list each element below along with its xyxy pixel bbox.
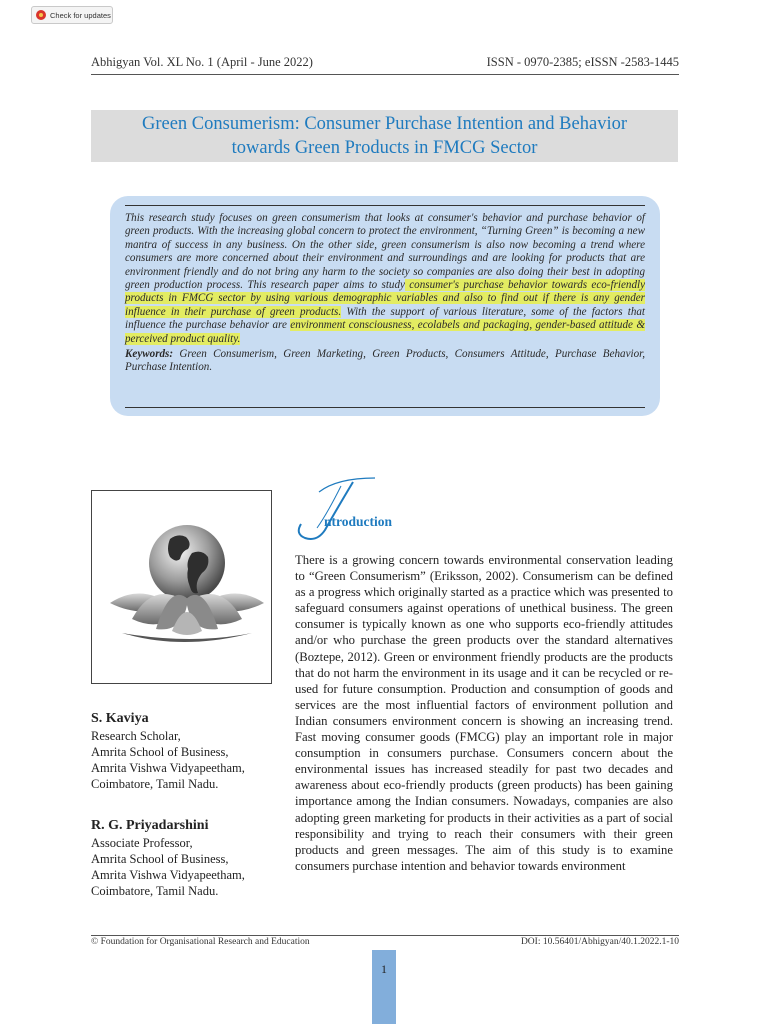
footer-doi: DOI: 10.56401/Abhigyan/40.1.2022.1-10 xyxy=(520,937,679,947)
check-for-updates-button[interactable] xyxy=(31,6,113,24)
footer-copyright: © Foundation for Organisational Research and Education xyxy=(91,937,310,947)
introduction-body: There is a growing concern towards environmental conservation leading to “Green Consumerism” (Eriksson, 2002). Consumerism can be defined as a progress which originally started as a practice which was presented to safeguard consumers against operations of unethical business. The green consumer is typically known as one who supports eco-friendly attitudes and/or who purchase the green products over the standard alternatives (Boztepe, 2012). Green or environment friendly products are the products that do not harm the environment in its usage and it can be recycled or re-used for future consumption. Production and consumption of goods and services are the most influential factors of environment pollution and Indian consumers environment concern is showing an increasing trend. Fast moving consumer goods (FMCG) play an important role in major consumption in consumers purchase. Consumers concern about the environmental issues has increased steadily for past two decades and awareness about eco-friendly products (green products) has been gaining importance among the Indian consumers. Nowadays, companies are also adopting green marketing for products in their activities as a part of social responsibility and trying to reach their consumers with their green products and green messages. The aim of this study is to examine consumers purchase intention and behavior towards environment xyxy=(295,553,673,873)
author-university: Amrita Vishwa Vidyapeetham, xyxy=(91,761,245,775)
journal-header: Abhigyan Vol. XL No. 1 (April - June 2022) xyxy=(91,55,313,69)
abstract-bottom-rule xyxy=(125,407,645,408)
abstract-highlight-2: environment consciousness, ecolabels and packaging, gender-based attitude & perceived product quality. xyxy=(125,319,645,345)
author-role: Associate Professor, xyxy=(91,836,193,850)
abstract-part-2: With the support of various literature, some of the factors that influence the purchase behavior are xyxy=(125,305,645,332)
author-school: Amrita School of Business, xyxy=(91,852,229,866)
footer-divider xyxy=(91,935,679,936)
header-divider xyxy=(91,74,679,75)
article-title xyxy=(91,110,678,162)
globe-lotus-image xyxy=(92,491,271,683)
title-line-1: Green Consumerism: Consumer Purchase Intention and Behavior xyxy=(141,114,627,134)
title-line-2: towards Green Products in FMCG Sector xyxy=(231,138,538,158)
abstract-top-rule xyxy=(125,205,645,206)
author-name: R. G. Priyadarshini xyxy=(91,818,209,833)
check-for-updates-label: Check for updates xyxy=(50,10,111,20)
abstract-box xyxy=(110,196,660,416)
page-number-tab xyxy=(372,950,396,1024)
intro-initial-text: I xyxy=(293,472,294,473)
keywords-label: Keywords: xyxy=(125,348,174,361)
author-location: Coimbatore, Tamil Nadu. xyxy=(91,777,219,791)
page-number: 1 xyxy=(381,962,387,976)
crossmark-icon xyxy=(36,10,46,20)
author-university: Amrita Vishwa Vidyapeetham, xyxy=(91,868,245,882)
author-1 xyxy=(91,709,245,792)
abstract-part-1: This research study focuses on green consumerism that looks at consumer's behavior and purchase behavior of green products. With the increasing global concern to protect the environment, “Turning Green” is becoming a new mantra of success in any business. On the other side, green consumerism is also now becoming a trend where consumers are more concerned about their environment and surroundings and are looking for products that are environment friendly and do not bring any harm to the society so companies are also doing their best in adopting green production process. This research paper aims to study xyxy=(125,212,645,292)
author-school: Amrita School of Business, xyxy=(91,745,229,759)
keywords xyxy=(125,348,645,375)
introduction-heading: ntroduction xyxy=(324,514,393,529)
author-role: Research Scholar, xyxy=(91,729,181,743)
keywords-list: Green Consumerism, Green Marketing, Green Products, Consumers Attitude, Purchase Behavior, Purchase Intention. xyxy=(125,348,645,374)
abstract-highlight-1: consumer's purchase behavior towards eco-friendly products in FMCG sector by using various demographic variables and also to find out if there is any gender influence in their purchase of green products. xyxy=(125,279,645,318)
author-location: Coimbatore, Tamil Nadu. xyxy=(91,884,219,898)
globe-lotus-figure xyxy=(91,490,272,684)
intro-initial-I xyxy=(293,472,443,547)
author-name: S. Kaviya xyxy=(91,711,149,726)
author-2 xyxy=(91,816,245,899)
abstract-text xyxy=(125,212,645,375)
issn-header: ISSN - 0970-2385; eISSN -2583-1445 xyxy=(486,55,679,69)
